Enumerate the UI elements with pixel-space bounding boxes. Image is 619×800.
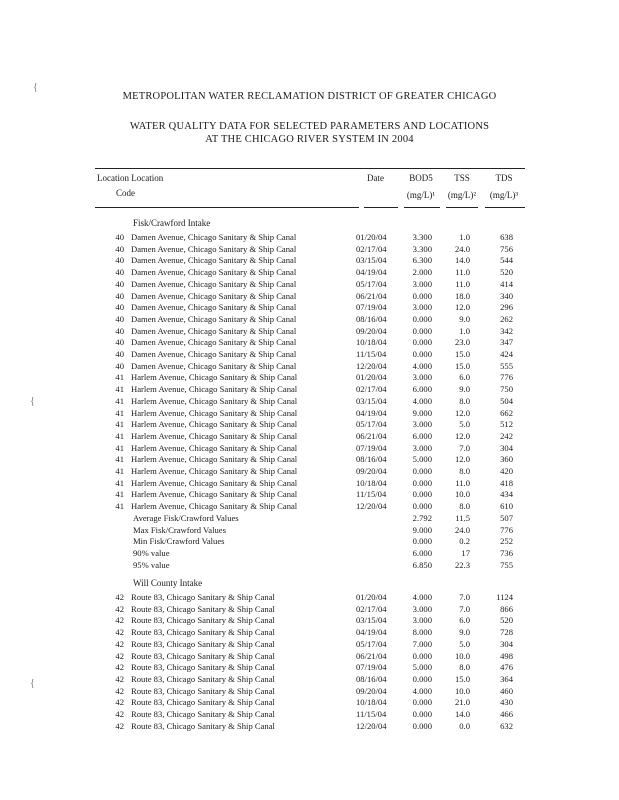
location-code-cell: 42 bbox=[115, 651, 124, 661]
bod-cell: 0.000 bbox=[412, 651, 432, 661]
location-cell: Harlem Avenue, Chicago Sanitary & Ship Canal bbox=[131, 431, 298, 441]
date-cell: 04/19/04 bbox=[356, 627, 387, 637]
tss-cell: 8.0 bbox=[459, 501, 470, 511]
tss-cell: 12.0 bbox=[454, 408, 470, 418]
location-cell: Damen Avenue, Chicago Sanitary & Ship Canal bbox=[131, 326, 297, 336]
tss-cell: 8.0 bbox=[459, 466, 470, 476]
tss-cell: 10.0 bbox=[454, 489, 470, 499]
date-cell: 02/17/04 bbox=[356, 604, 387, 614]
location-code-cell: 40 bbox=[115, 302, 124, 312]
table-row bbox=[0, 301, 619, 313]
table-row bbox=[0, 626, 619, 638]
bod-cell: 3.000 bbox=[412, 443, 432, 453]
tds-cell: 1124 bbox=[496, 592, 513, 602]
table-row bbox=[0, 266, 619, 278]
location-cell: Harlem Avenue, Chicago Sanitary & Ship Canal bbox=[131, 408, 298, 418]
table-row bbox=[0, 488, 619, 500]
tds-cell: 262 bbox=[500, 314, 513, 324]
location-cell: Damen Avenue, Chicago Sanitary & Ship Canal bbox=[131, 279, 297, 289]
table-row bbox=[0, 278, 619, 290]
header-tss-unit: (mg/L)² bbox=[447, 190, 477, 200]
header-rule-date bbox=[364, 207, 398, 208]
date-cell: 01/20/04 bbox=[356, 372, 387, 382]
bod-cell: 4.000 bbox=[412, 361, 432, 371]
tds-cell: 498 bbox=[500, 651, 513, 661]
tds-cell: 304 bbox=[500, 639, 513, 649]
tss-cell: 0.0 bbox=[459, 721, 470, 731]
tds-cell: 418 bbox=[500, 478, 513, 488]
location-code-cell: 40 bbox=[115, 244, 124, 254]
location-cell: Harlem Avenue, Chicago Sanitary & Ship Canal bbox=[131, 443, 298, 453]
location-code-cell: 42 bbox=[115, 639, 124, 649]
tss-cell: 24.0 bbox=[454, 525, 470, 535]
tds-cell: 466 bbox=[500, 709, 513, 719]
tss-cell: 6.0 bbox=[459, 615, 470, 625]
section-heading: Fisk/Crawford Intake bbox=[133, 218, 211, 228]
bod-cell: 0.000 bbox=[412, 291, 432, 301]
location-cell: Harlem Avenue, Chicago Sanitary & Ship Canal bbox=[131, 501, 298, 511]
date-cell: 10/18/04 bbox=[356, 337, 387, 347]
location-code-cell: 41 bbox=[115, 501, 124, 511]
date-cell: 01/20/04 bbox=[356, 592, 387, 602]
bod-cell: 0.000 bbox=[412, 536, 432, 546]
table-row bbox=[0, 254, 619, 266]
header-tds bbox=[486, 172, 522, 201]
date-cell: 07/19/04 bbox=[356, 443, 387, 453]
tss-cell: 7.0 bbox=[459, 443, 470, 453]
location-code-cell: 40 bbox=[115, 314, 124, 324]
date-cell: 09/20/04 bbox=[356, 326, 387, 336]
date-cell: 03/15/04 bbox=[356, 255, 387, 265]
tds-cell: 728 bbox=[500, 627, 513, 637]
header-rule-bod bbox=[404, 207, 440, 208]
header-rule-location bbox=[95, 207, 359, 208]
table-row bbox=[0, 313, 619, 325]
tds-cell: 866 bbox=[500, 604, 513, 614]
bod-cell: 0.000 bbox=[412, 314, 432, 324]
location-cell: Harlem Avenue, Chicago Sanitary & Ship Canal bbox=[131, 478, 298, 488]
date-cell: 06/21/04 bbox=[356, 651, 387, 661]
date-cell: 07/19/04 bbox=[356, 662, 387, 672]
date-cell: 01/20/04 bbox=[356, 232, 387, 242]
tss-cell: 12.0 bbox=[454, 302, 470, 312]
date-cell: 09/20/04 bbox=[356, 686, 387, 696]
summary-label: Average Fisk/Crawford Values bbox=[133, 513, 239, 523]
location-code-cell: 42 bbox=[115, 686, 124, 696]
header-code-label: Code bbox=[116, 188, 135, 198]
tss-cell: 24.0 bbox=[454, 244, 470, 254]
bod-cell: 0.000 bbox=[412, 349, 432, 359]
tds-cell: 544 bbox=[500, 255, 513, 265]
table-row bbox=[0, 465, 619, 477]
location-code-cell: 40 bbox=[115, 361, 124, 371]
tss-cell: 5.0 bbox=[459, 419, 470, 429]
header-location bbox=[97, 172, 163, 199]
summary-row bbox=[0, 512, 619, 524]
location-code-cell: 40 bbox=[115, 267, 124, 277]
header-tss bbox=[445, 172, 479, 201]
date-cell: 08/16/04 bbox=[356, 674, 387, 684]
bod-cell: 5.000 bbox=[412, 454, 432, 464]
report-subtitle: AT THE CHICAGO RIVER SYSTEM IN 2004 bbox=[205, 134, 414, 145]
tds-cell: 476 bbox=[500, 662, 513, 672]
tss-cell: 11.0 bbox=[455, 478, 470, 488]
bod-cell: 3.300 bbox=[412, 244, 432, 254]
tds-cell: 555 bbox=[500, 361, 513, 371]
date-cell: 05/17/04 bbox=[356, 279, 387, 289]
location-cell: Damen Avenue, Chicago Sanitary & Ship Canal bbox=[131, 361, 297, 371]
tss-cell: 12.0 bbox=[454, 454, 470, 464]
table-row bbox=[0, 696, 619, 708]
bod-cell: 2.000 bbox=[412, 267, 432, 277]
location-code-cell: 42 bbox=[115, 697, 124, 707]
bod-cell: 0.000 bbox=[412, 501, 432, 511]
tds-cell: 347 bbox=[500, 337, 513, 347]
location-cell: Damen Avenue, Chicago Sanitary & Ship Canal bbox=[131, 267, 297, 277]
tss-cell: 7.0 bbox=[459, 592, 470, 602]
bod-cell: 3.300 bbox=[412, 232, 432, 242]
bod-cell: 0.000 bbox=[412, 674, 432, 684]
location-cell: Damen Avenue, Chicago Sanitary & Ship Canal bbox=[131, 255, 297, 265]
tds-cell: 296 bbox=[500, 302, 513, 312]
header-top-rule bbox=[95, 168, 525, 169]
location-code-cell: 42 bbox=[115, 709, 124, 719]
table-row bbox=[0, 371, 619, 383]
org-title: METROPOLITAN WATER RECLAMATION DISTRICT OF GREATER CHICAGO bbox=[122, 91, 497, 102]
tss-cell: 22.3 bbox=[454, 560, 470, 570]
tss-cell: 14.0 bbox=[454, 709, 470, 719]
location-code-cell: 41 bbox=[115, 396, 124, 406]
bod-cell: 3.000 bbox=[412, 279, 432, 289]
tds-cell: 776 bbox=[500, 525, 513, 535]
date-cell: 09/20/04 bbox=[356, 466, 387, 476]
location-cell: Harlem Avenue, Chicago Sanitary & Ship Canal bbox=[131, 454, 298, 464]
summary-label: Min Fisk/Crawford Values bbox=[133, 536, 225, 546]
bod-cell: 0.000 bbox=[412, 326, 432, 336]
tds-cell: 776 bbox=[500, 372, 513, 382]
location-cell: Damen Avenue, Chicago Sanitary & Ship Canal bbox=[131, 349, 297, 359]
tss-cell: 7.0 bbox=[459, 604, 470, 614]
date-cell: 08/16/04 bbox=[356, 314, 387, 324]
date-cell: 04/19/04 bbox=[356, 267, 387, 277]
location-code-cell: 41 bbox=[115, 384, 124, 394]
location-cell: Route 83, Chicago Sanitary & Ship Canal bbox=[131, 615, 275, 625]
bod-cell: 7.000 bbox=[412, 639, 432, 649]
tss-cell: 15.0 bbox=[454, 361, 470, 371]
bod-cell: 0.000 bbox=[412, 709, 432, 719]
location-cell: Route 83, Chicago Sanitary & Ship Canal bbox=[131, 686, 275, 696]
date-cell: 12/20/04 bbox=[356, 721, 387, 731]
location-cell: Route 83, Chicago Sanitary & Ship Canal bbox=[131, 592, 275, 602]
location-cell: Harlem Avenue, Chicago Sanitary & Ship Canal bbox=[131, 396, 298, 406]
location-code-cell: 41 bbox=[115, 408, 124, 418]
tss-cell: 10.0 bbox=[454, 686, 470, 696]
header-bod-name: BOD5 bbox=[409, 173, 433, 183]
tss-cell: 15.0 bbox=[454, 674, 470, 684]
date-cell: 06/21/04 bbox=[356, 431, 387, 441]
tds-cell: 662 bbox=[500, 408, 513, 418]
date-cell: 12/20/04 bbox=[356, 501, 387, 511]
date-cell: 11/15/04 bbox=[356, 349, 387, 359]
tss-cell: 14.0 bbox=[454, 255, 470, 265]
summary-row bbox=[0, 559, 619, 571]
header-rule-tss bbox=[446, 207, 478, 208]
location-code-cell: 42 bbox=[115, 674, 124, 684]
tss-cell: 11.0 bbox=[455, 267, 470, 277]
location-cell: Route 83, Chicago Sanitary & Ship Canal bbox=[131, 709, 275, 719]
summary-label: Max Fisk/Crawford Values bbox=[133, 525, 226, 535]
location-cell: Route 83, Chicago Sanitary & Ship Canal bbox=[131, 674, 275, 684]
bod-cell: 6.000 bbox=[412, 431, 432, 441]
tss-cell: 9.0 bbox=[459, 384, 470, 394]
tds-cell: 414 bbox=[500, 279, 513, 289]
bod-cell: 3.000 bbox=[412, 419, 432, 429]
section-heading: Will County Intake bbox=[133, 578, 203, 588]
table-row bbox=[0, 500, 619, 512]
date-cell: 03/15/04 bbox=[356, 396, 387, 406]
header-tds-name: TDS bbox=[495, 173, 513, 183]
tds-cell: 520 bbox=[500, 267, 513, 277]
bod-cell: 6.000 bbox=[412, 384, 432, 394]
table-row bbox=[0, 591, 619, 603]
location-code-cell: 40 bbox=[115, 255, 124, 265]
tss-cell: 21.0 bbox=[454, 697, 470, 707]
summary-row bbox=[0, 547, 619, 559]
tss-cell: 1.0 bbox=[459, 232, 470, 242]
tss-cell: 12.0 bbox=[454, 431, 470, 441]
tds-cell: 424 bbox=[500, 349, 513, 359]
location-code-cell: 41 bbox=[115, 372, 124, 382]
tss-cell: 23.0 bbox=[454, 337, 470, 347]
table-row bbox=[0, 661, 619, 673]
tds-cell: 632 bbox=[500, 721, 513, 731]
tss-cell: 15.0 bbox=[454, 349, 470, 359]
table-row bbox=[0, 336, 619, 348]
tss-cell: 17 bbox=[461, 548, 470, 558]
tds-cell: 342 bbox=[500, 326, 513, 336]
location-cell: Route 83, Chicago Sanitary & Ship Canal bbox=[131, 627, 275, 637]
tss-cell: 0.2 bbox=[459, 536, 470, 546]
date-cell: 02/17/04 bbox=[356, 384, 387, 394]
table-row bbox=[0, 395, 619, 407]
header-bod bbox=[403, 172, 439, 201]
location-code-cell: 42 bbox=[115, 721, 124, 731]
location-cell: Harlem Avenue, Chicago Sanitary & Ship Canal bbox=[131, 372, 298, 382]
location-code-cell: 40 bbox=[115, 349, 124, 359]
tss-cell: 11.0 bbox=[455, 279, 470, 289]
location-cell: Route 83, Chicago Sanitary & Ship Canal bbox=[131, 662, 275, 672]
tds-cell: 364 bbox=[500, 674, 513, 684]
date-cell: 11/15/04 bbox=[356, 489, 387, 499]
bod-cell: 0.000 bbox=[412, 337, 432, 347]
table-row bbox=[0, 708, 619, 720]
tds-cell: 340 bbox=[500, 291, 513, 301]
location-code-cell: 41 bbox=[115, 454, 124, 464]
tds-cell: 304 bbox=[500, 443, 513, 453]
location-cell: Damen Avenue, Chicago Sanitary & Ship Canal bbox=[131, 314, 297, 324]
bod-cell: 0.000 bbox=[412, 478, 432, 488]
tss-cell: 10.0 bbox=[454, 651, 470, 661]
bod-cell: 6.000 bbox=[412, 548, 432, 558]
date-cell: 06/21/04 bbox=[356, 291, 387, 301]
location-code-cell: 40 bbox=[115, 337, 124, 347]
tss-cell: 18.0 bbox=[454, 291, 470, 301]
header-tds-unit: (mg/L)³ bbox=[489, 190, 519, 200]
bod-cell: 4.000 bbox=[412, 396, 432, 406]
bod-cell: 3.000 bbox=[412, 302, 432, 312]
location-cell: Harlem Avenue, Chicago Sanitary & Ship Canal bbox=[131, 384, 298, 394]
bod-cell: 4.000 bbox=[412, 686, 432, 696]
tss-cell: 5.0 bbox=[459, 639, 470, 649]
bod-cell: 3.000 bbox=[412, 604, 432, 614]
tds-cell: 507 bbox=[500, 513, 513, 523]
tds-cell: 252 bbox=[500, 536, 513, 546]
header-rule-tds bbox=[485, 207, 525, 208]
tds-cell: 434 bbox=[500, 489, 513, 499]
date-cell: 07/19/04 bbox=[356, 302, 387, 312]
location-code-cell: 41 bbox=[115, 489, 124, 499]
date-cell: 04/19/04 bbox=[356, 408, 387, 418]
tds-cell: 750 bbox=[500, 384, 513, 394]
date-cell: 03/15/04 bbox=[356, 615, 387, 625]
scan-mark: { bbox=[33, 82, 38, 93]
location-cell: Damen Avenue, Chicago Sanitary & Ship Canal bbox=[131, 337, 297, 347]
table-row bbox=[0, 614, 619, 626]
location-cell: Harlem Avenue, Chicago Sanitary & Ship Canal bbox=[131, 466, 298, 476]
bod-cell: 0.000 bbox=[412, 466, 432, 476]
bod-cell: 3.000 bbox=[412, 372, 432, 382]
tss-cell: 11.5 bbox=[455, 513, 470, 523]
date-cell: 12/20/04 bbox=[356, 361, 387, 371]
summary-label: 90% value bbox=[133, 548, 170, 558]
header-date: Date bbox=[367, 173, 384, 183]
table-row bbox=[0, 430, 619, 442]
location-code-cell: 42 bbox=[115, 604, 124, 614]
date-cell: 02/17/04 bbox=[356, 244, 387, 254]
date-cell: 05/17/04 bbox=[356, 639, 387, 649]
bod-cell: 9.000 bbox=[412, 408, 432, 418]
bod-cell: 3.000 bbox=[412, 615, 432, 625]
bod-cell: 2.792 bbox=[412, 513, 432, 523]
bod-cell: 9.000 bbox=[412, 525, 432, 535]
tds-cell: 460 bbox=[500, 686, 513, 696]
location-code-cell: 42 bbox=[115, 615, 124, 625]
date-cell: 08/16/04 bbox=[356, 454, 387, 464]
table-row bbox=[0, 638, 619, 650]
location-cell: Route 83, Chicago Sanitary & Ship Canal bbox=[131, 639, 275, 649]
location-code-cell: 40 bbox=[115, 279, 124, 289]
tds-cell: 610 bbox=[500, 501, 513, 511]
date-cell: 11/15/04 bbox=[356, 709, 387, 719]
header-bod-unit: (mg/L)¹ bbox=[406, 190, 436, 200]
scan-mark: { bbox=[30, 678, 35, 689]
location-cell: Route 83, Chicago Sanitary & Ship Canal bbox=[131, 651, 275, 661]
location-cell: Route 83, Chicago Sanitary & Ship Canal bbox=[131, 697, 275, 707]
summary-label: 95% value bbox=[133, 560, 170, 570]
bod-cell: 0.000 bbox=[412, 697, 432, 707]
tss-cell: 1.0 bbox=[459, 326, 470, 336]
tss-cell: 9.0 bbox=[459, 314, 470, 324]
date-cell: 10/18/04 bbox=[356, 697, 387, 707]
location-code-cell: 41 bbox=[115, 443, 124, 453]
table-row bbox=[0, 720, 619, 732]
tds-cell: 736 bbox=[500, 548, 513, 558]
tds-cell: 430 bbox=[500, 697, 513, 707]
header-location-label: Location Location bbox=[97, 173, 164, 183]
location-cell: Route 83, Chicago Sanitary & Ship Canal bbox=[131, 604, 275, 614]
tds-cell: 520 bbox=[500, 615, 513, 625]
tds-cell: 242 bbox=[500, 431, 513, 441]
tss-cell: 6.0 bbox=[459, 372, 470, 382]
tds-cell: 512 bbox=[500, 419, 513, 429]
summary-row bbox=[0, 535, 619, 547]
tss-cell: 9.0 bbox=[459, 627, 470, 637]
location-cell: Harlem Avenue, Chicago Sanitary & Ship Canal bbox=[131, 419, 298, 429]
tds-cell: 504 bbox=[500, 396, 513, 406]
report-title: WATER QUALITY DATA FOR SELECTED PARAMETERS AND LOCATIONS bbox=[129, 121, 490, 132]
tss-cell: 8.0 bbox=[459, 396, 470, 406]
table-row bbox=[0, 453, 619, 465]
table-row bbox=[0, 348, 619, 360]
location-code-cell: 41 bbox=[115, 431, 124, 441]
table-row bbox=[0, 418, 619, 430]
table-row bbox=[0, 231, 619, 243]
table-row bbox=[0, 383, 619, 395]
bod-cell: 6.850 bbox=[412, 560, 432, 570]
location-cell: Harlem Avenue, Chicago Sanitary & Ship Canal bbox=[131, 489, 298, 499]
location-code-cell: 42 bbox=[115, 627, 124, 637]
location-cell: Damen Avenue, Chicago Sanitary & Ship Canal bbox=[131, 232, 297, 242]
scan-mark: { bbox=[30, 396, 35, 407]
bod-cell: 4.000 bbox=[412, 592, 432, 602]
bod-cell: 5.000 bbox=[412, 662, 432, 672]
header-tss-name: TSS bbox=[454, 173, 470, 183]
location-cell: Damen Avenue, Chicago Sanitary & Ship Canal bbox=[131, 244, 297, 254]
tds-cell: 756 bbox=[500, 244, 513, 254]
tds-cell: 360 bbox=[500, 454, 513, 464]
location-code-cell: 42 bbox=[115, 592, 124, 602]
bod-cell: 6.300 bbox=[412, 255, 432, 265]
date-cell: 10/18/04 bbox=[356, 478, 387, 488]
location-cell: Damen Avenue, Chicago Sanitary & Ship Canal bbox=[131, 302, 297, 312]
location-code-cell: 42 bbox=[115, 662, 124, 672]
location-code-cell: 40 bbox=[115, 232, 124, 242]
location-cell: Route 83, Chicago Sanitary & Ship Canal bbox=[131, 721, 275, 731]
location-code-cell: 40 bbox=[115, 326, 124, 336]
tds-cell: 755 bbox=[500, 560, 513, 570]
bod-cell: 0.000 bbox=[412, 489, 432, 499]
location-code-cell: 41 bbox=[115, 466, 124, 476]
bod-cell: 8.000 bbox=[412, 627, 432, 637]
bod-cell: 0.000 bbox=[412, 721, 432, 731]
location-code-cell: 41 bbox=[115, 419, 124, 429]
tds-cell: 638 bbox=[500, 232, 513, 242]
tds-cell: 420 bbox=[500, 466, 513, 476]
table-row bbox=[0, 673, 619, 685]
location-code-cell: 40 bbox=[115, 291, 124, 301]
date-cell: 05/17/04 bbox=[356, 419, 387, 429]
tss-cell: 8.0 bbox=[459, 662, 470, 672]
location-code-cell: 41 bbox=[115, 478, 124, 488]
location-cell: Damen Avenue, Chicago Sanitary & Ship Canal bbox=[131, 291, 297, 301]
